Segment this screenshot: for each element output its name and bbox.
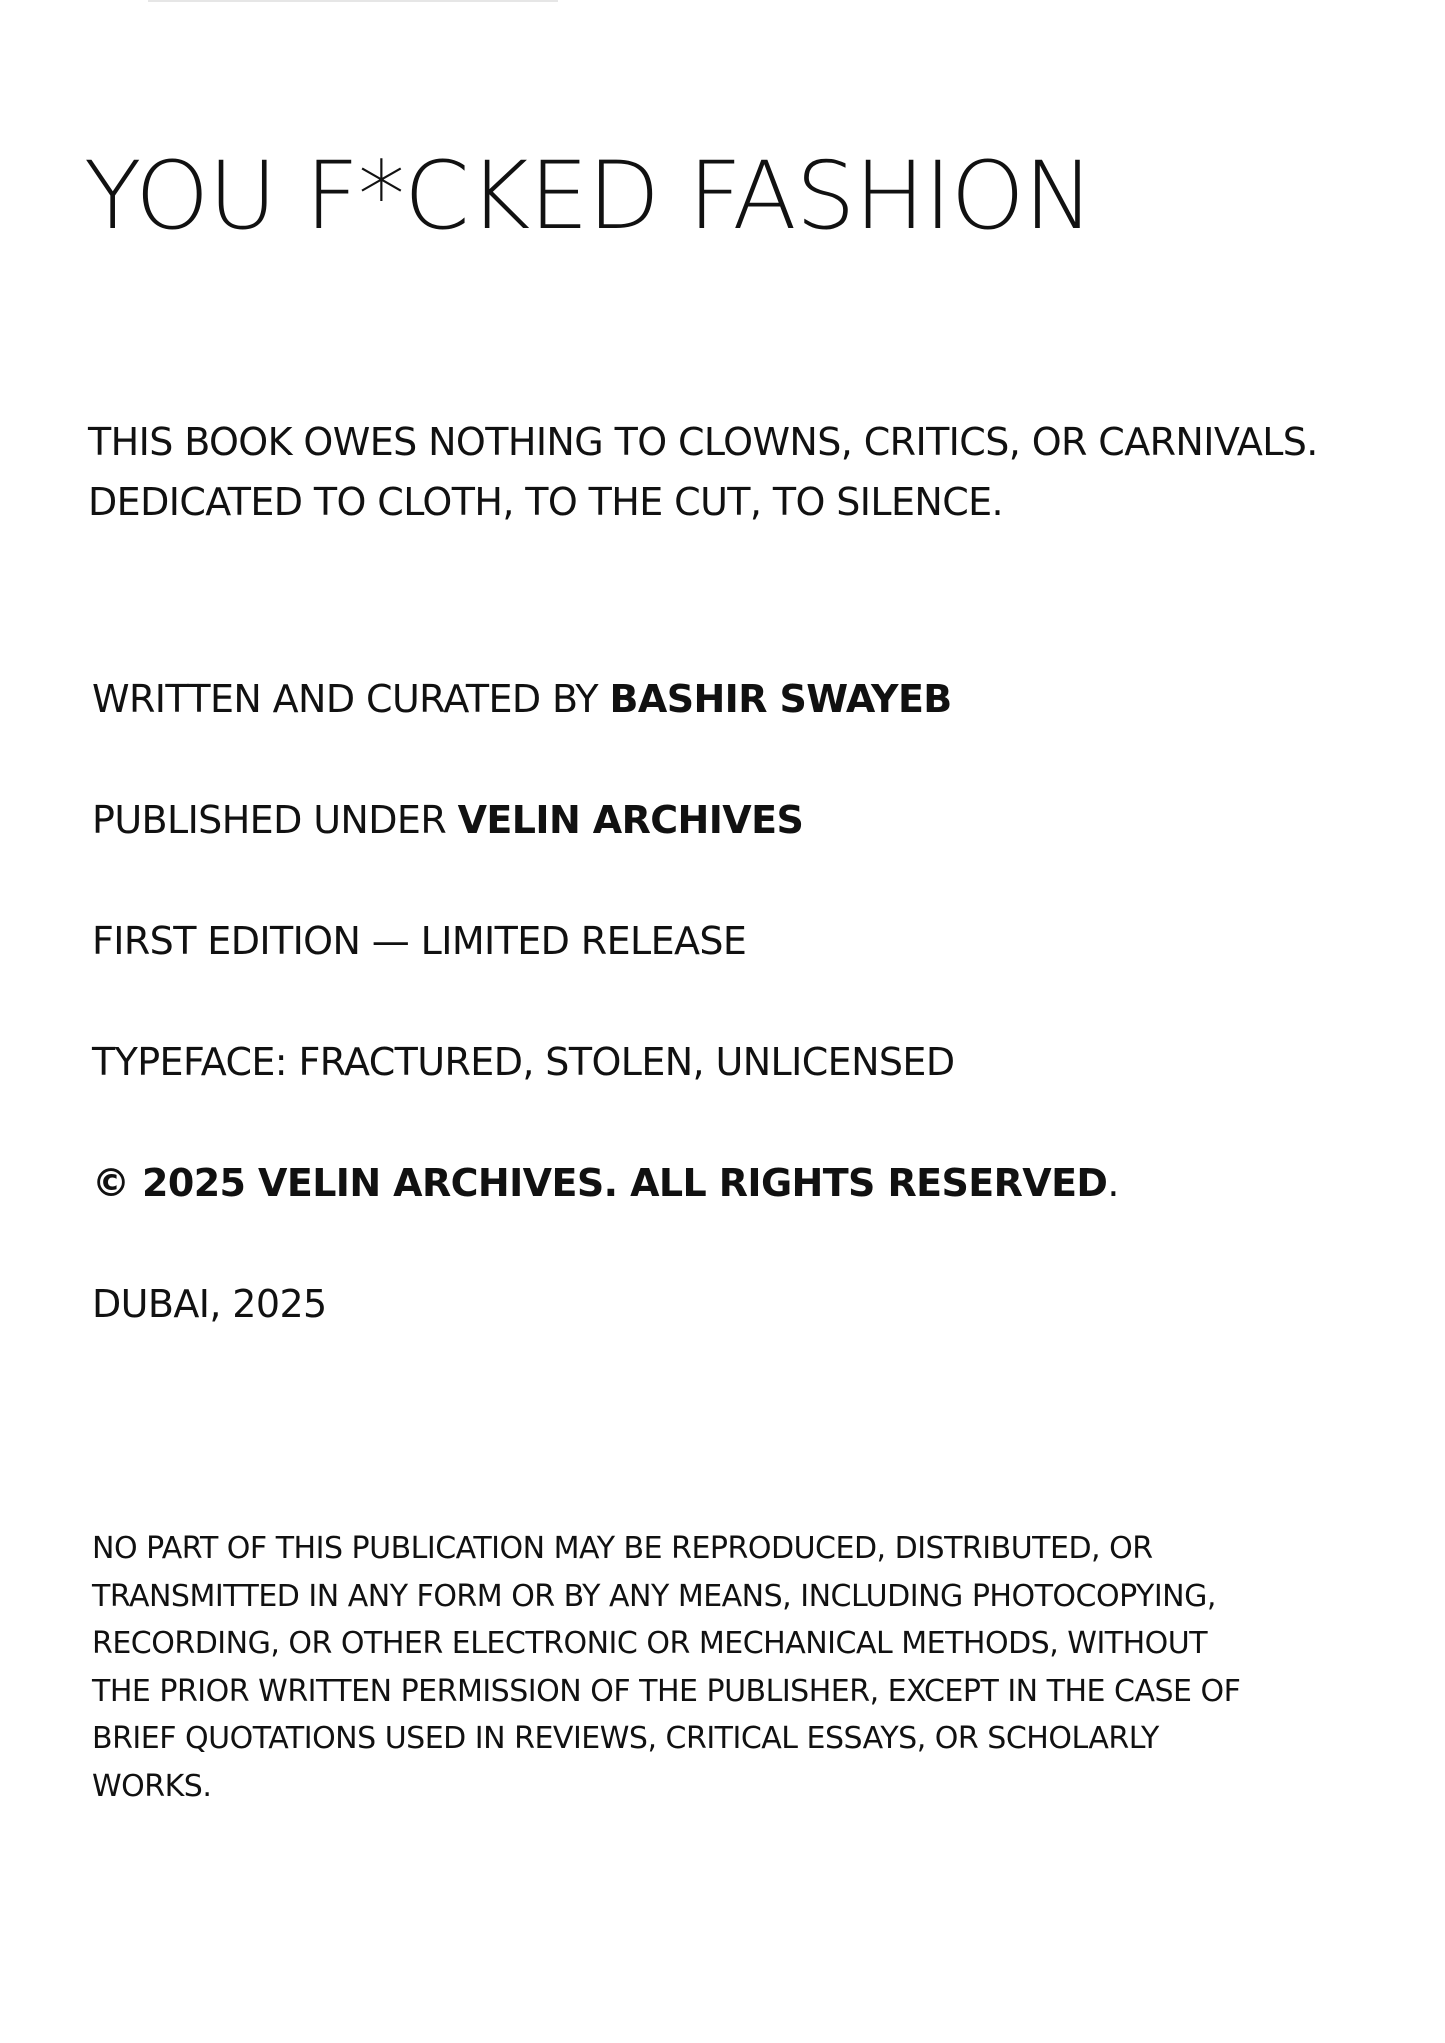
- publisher-credit: [92, 798, 804, 842]
- book-title: YOU F*CKED FASHION: [84, 142, 1094, 251]
- copyright-text: © 2025 VELIN ARCHIVES. ALL RIGHTS RESERVED: [92, 1161, 1108, 1205]
- publisher-credit-label: PUBLISHED UNDER: [92, 798, 458, 842]
- legal-line: BRIEF QUOTATIONS USED IN REVIEWS, CRITICAL ESSAYS, OR SCHOLARLY: [92, 1721, 1159, 1756]
- publisher-name: VELIN ARCHIVES: [457, 798, 804, 842]
- legal-line: TRANSMITTED IN ANY FORM OR BY ANY MEANS, INCLUDING PHOTOCOPYING,: [92, 1578, 1216, 1614]
- legal-line: RECORDING, OR OTHER ELECTRONIC OR MECHANICAL METHODS, WITHOUT: [92, 1626, 1208, 1661]
- author-name: BASHIR SWAYEB: [609, 677, 952, 721]
- dedication-line: DEDICATED TO CLOTH, TO THE CUT, TO SILENCE.: [88, 480, 1004, 524]
- dedication: [88, 412, 1408, 532]
- edition-note: FIRST EDITION — LIMITED RELEASE: [92, 919, 747, 963]
- copyright-period: .: [1107, 1161, 1119, 1205]
- typeface-note: TYPEFACE: FRACTURED, STOLEN, UNLICENSED: [92, 1040, 955, 1084]
- legal-notice: [92, 1525, 1342, 1810]
- copyright-notice: [92, 1161, 1119, 1205]
- legal-line: THE PRIOR WRITTEN PERMISSION OF THE PUBLISHER, EXCEPT IN THE CASE OF: [92, 1673, 1241, 1709]
- legal-line: NO PART OF THIS PUBLICATION MAY BE REPRODUCED, DISTRIBUTED, OR: [92, 1531, 1153, 1566]
- author-credit-label: WRITTEN AND CURATED BY: [92, 677, 610, 721]
- place-and-date: DUBAI, 2025: [92, 1282, 327, 1326]
- dedication-line: THIS BOOK OWES NOTHING TO CLOWNS, CRITICS, OR CARNIVALS.: [88, 420, 1318, 464]
- top-edge-line: [148, 0, 558, 2]
- legal-line: WORKS.: [92, 1768, 212, 1804]
- author-credit: [92, 677, 952, 721]
